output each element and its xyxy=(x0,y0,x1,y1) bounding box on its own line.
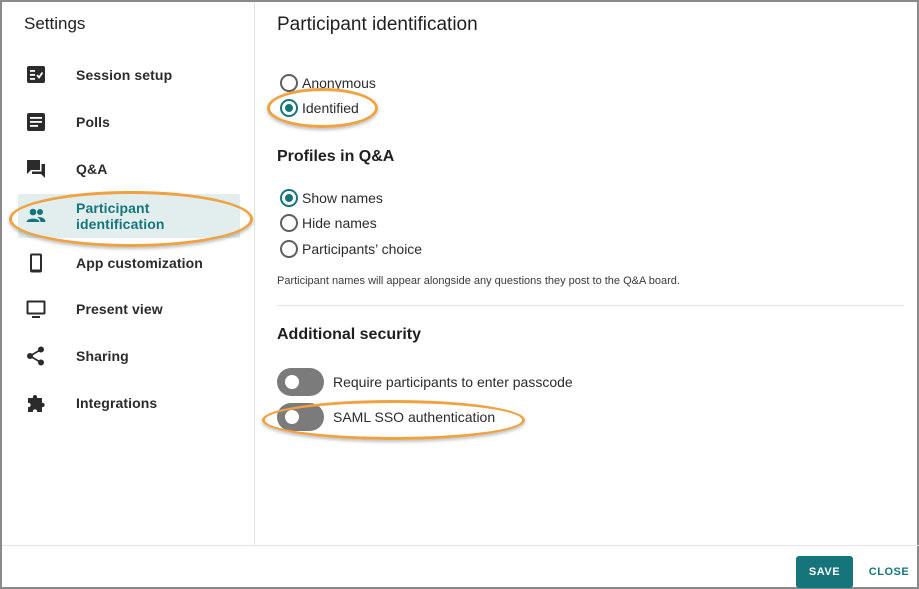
section-title-profiles: Profiles in Q&A xyxy=(277,148,395,165)
saml-sso-toggle[interactable] xyxy=(277,403,324,431)
radio-hide-names[interactable] xyxy=(280,213,377,233)
save-button[interactable]: SAVE xyxy=(796,556,853,588)
sidebar-title: Settings xyxy=(24,14,86,33)
radio-label: Show names xyxy=(302,190,383,206)
sidebar-item-integrations[interactable] xyxy=(18,381,240,425)
sidebar-item-label: Integrations xyxy=(76,395,158,411)
profiles-helper-text: Participant names will appear alongside any questions they post to the Q&A board. xyxy=(277,275,680,287)
radio-label: Anonymous xyxy=(302,75,376,91)
poll-icon xyxy=(26,112,46,132)
chat-icon xyxy=(26,159,46,179)
phone-icon xyxy=(26,253,46,273)
radio-button[interactable] xyxy=(280,74,298,92)
sidebar-item-label: Polls xyxy=(76,114,110,130)
sidebar-item-label: App customization xyxy=(76,255,203,271)
people-icon xyxy=(26,206,46,226)
close-button[interactable]: CLOSE xyxy=(862,556,916,588)
settings-content xyxy=(256,2,919,545)
toggle-row-saml-sso[interactable] xyxy=(277,402,495,432)
radio-label: Identified xyxy=(302,100,359,116)
dialog-footer xyxy=(2,545,919,589)
sidebar-item-qa[interactable] xyxy=(18,147,240,191)
radio-anonymous[interactable] xyxy=(280,73,376,93)
sidebar-item-label: Present view xyxy=(76,301,163,317)
radio-button[interactable] xyxy=(280,189,298,207)
puzzle-icon xyxy=(26,393,46,413)
radio-identified[interactable] xyxy=(280,98,359,118)
sidebar-item-label: Q&A xyxy=(76,161,108,177)
sidebar-item-app-customization[interactable] xyxy=(18,241,240,285)
section-title-security: Additional security xyxy=(277,326,422,343)
toggle-label: Require participants to enter passcode xyxy=(333,374,573,390)
sidebar-item-sharing[interactable] xyxy=(18,334,240,378)
radio-button[interactable] xyxy=(280,214,298,232)
sidebar-item-participant-identification[interactable] xyxy=(18,194,240,238)
sidebar-item-session-setup[interactable] xyxy=(18,53,240,97)
monitor-icon xyxy=(26,299,46,319)
radio-label: Hide names xyxy=(302,215,377,231)
section-divider xyxy=(277,305,904,306)
sidebar-item-polls[interactable] xyxy=(18,100,240,144)
radio-label: Participants’ choice xyxy=(302,241,423,257)
radio-button[interactable] xyxy=(280,240,298,258)
share-icon xyxy=(26,346,46,366)
passcode-toggle[interactable] xyxy=(277,368,324,396)
sidebar-item-label: Participant identification xyxy=(76,200,165,232)
radio-show-names[interactable] xyxy=(280,188,383,208)
checklist-icon xyxy=(26,65,46,85)
toggle-label: SAML SSO authentication xyxy=(333,409,496,425)
settings-sidebar xyxy=(2,2,255,545)
sidebar-item-present-view[interactable] xyxy=(18,287,240,331)
sidebar-item-label: Sharing xyxy=(76,348,129,364)
sidebar-item-label: Session setup xyxy=(76,67,173,83)
radio-participants-choice[interactable] xyxy=(280,239,422,259)
page-title: Participant identification xyxy=(277,14,478,35)
radio-button[interactable] xyxy=(280,99,298,117)
toggle-row-passcode[interactable] xyxy=(277,367,573,397)
